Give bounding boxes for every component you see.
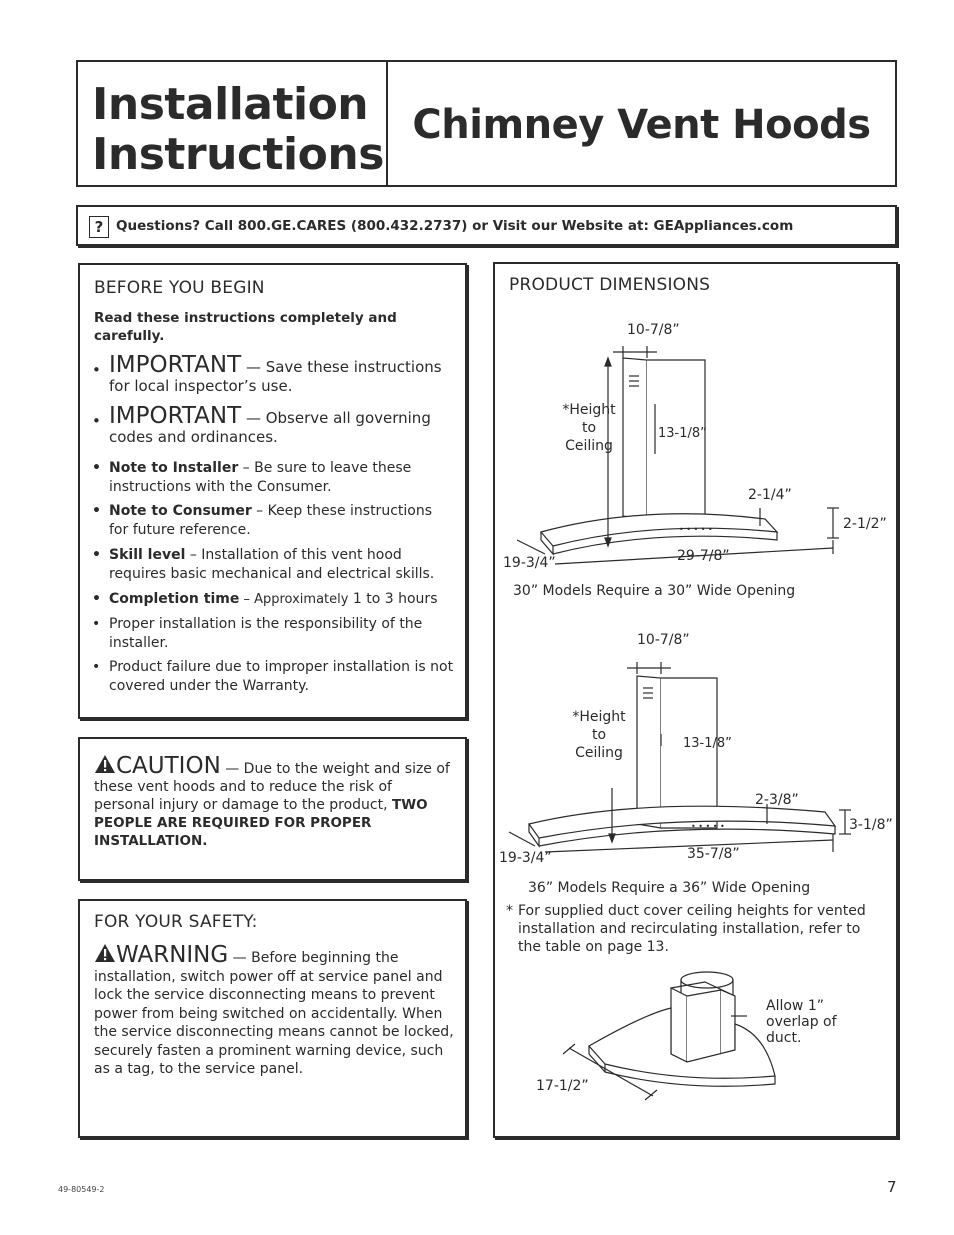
dim-width: 35-7/8” bbox=[687, 846, 740, 862]
item-text: 1 to 3 hours bbox=[348, 591, 438, 607]
dim-inner-height: 13-1/8” bbox=[683, 736, 732, 751]
safety-section bbox=[78, 899, 467, 1138]
note-line: duct. bbox=[766, 1030, 802, 1046]
footnote-text: For supplied duct cover ceiling heights for vented installation and recirculating installation, refer to the table on page 13. bbox=[518, 903, 866, 955]
warning-text bbox=[94, 943, 455, 1079]
intro-text: Read these instructions completely and carefully. bbox=[94, 310, 397, 344]
item-text: – Be sure to leave these instructions with the Consumer. bbox=[109, 460, 412, 495]
note-line: overlap of bbox=[766, 1014, 837, 1030]
product-title: Chimney Vent Hoods bbox=[412, 102, 871, 148]
section-heading: FOR YOUR SAFETY: bbox=[94, 912, 258, 932]
caution-text bbox=[94, 754, 455, 850]
height-line: to bbox=[581, 420, 597, 436]
caution-emphasis: TWO PEOPLE ARE REQUIRED FOR PROPER INSTALLATION. bbox=[94, 797, 428, 849]
questions-text: Questions? Call 800.GE.CARES (800.432.2737) or Visit our Website at: GEAppliances.com bbox=[116, 218, 794, 234]
duct-overlap-note bbox=[766, 998, 837, 1046]
section-heading: PRODUCT DIMENSIONS bbox=[509, 275, 711, 295]
dim-edge-height: 2-1/2” bbox=[843, 516, 887, 532]
important-label: IMPORTANT bbox=[109, 352, 242, 378]
item-text: – Keep these instructions for future reference. bbox=[109, 503, 432, 538]
item-text-small: – Approximately bbox=[239, 592, 349, 607]
page-number: 7 bbox=[887, 1178, 897, 1196]
dim-top-width: 10-7/8” bbox=[627, 322, 680, 338]
item-label: Completion time bbox=[109, 591, 240, 607]
dim-depth: 19-3/4” bbox=[503, 555, 556, 571]
dim-height-to-ceiling bbox=[561, 401, 617, 455]
dim-top-width: 10-7/8” bbox=[637, 632, 690, 648]
hood-30-drawing bbox=[517, 346, 839, 564]
hood-36-drawing bbox=[509, 662, 851, 852]
questions-bar bbox=[76, 205, 897, 246]
section-heading: BEFORE YOU BEGIN bbox=[94, 278, 265, 298]
important-item-2: • IMPORTANT — Observe all governing codes and ordinances. bbox=[92, 403, 431, 446]
title-line-2: Instructions bbox=[92, 129, 384, 180]
dim-height-to-ceiling bbox=[571, 708, 627, 762]
product-dimensions-section bbox=[493, 262, 898, 1138]
caution-label: CAUTION bbox=[116, 753, 221, 779]
dim-duct-depth: 17-1/2” bbox=[536, 1078, 589, 1094]
warning-triangle-icon bbox=[94, 754, 116, 774]
height-line: Ceiling bbox=[575, 745, 623, 761]
list-item: • Note to Consumer – Keep these instructions for future reference. bbox=[92, 503, 432, 538]
dim-canopy-thickness: 2-3/8” bbox=[755, 792, 799, 808]
footnote-star: * bbox=[506, 903, 513, 919]
dim-inner-height: 13-1/8” bbox=[658, 426, 707, 441]
model-30-caption: 30” Models Require a 30” Wide Opening bbox=[513, 583, 796, 599]
warning-triangle-icon bbox=[94, 943, 116, 963]
item-text: – Installation of this vent hood requires basic mechanical and electrical skills. bbox=[109, 547, 435, 582]
item-label: Skill level bbox=[109, 547, 186, 563]
dim-width: 29-7/8” bbox=[677, 548, 730, 564]
list-item: • Note to Installer – Be sure to leave these instructions with the Consumer. bbox=[92, 460, 412, 495]
item-label: Note to Consumer bbox=[109, 503, 252, 519]
title-line-1: Installation bbox=[92, 79, 369, 130]
list-item: • Product failure due to improper installation is not covered under the Warranty. bbox=[92, 659, 454, 694]
item-label: Note to Installer bbox=[109, 460, 239, 476]
important-label: IMPORTANT bbox=[109, 403, 242, 429]
dim-edge-height: 3-1/8” bbox=[849, 817, 893, 833]
before-you-begin-section bbox=[78, 263, 467, 719]
question-mark-icon: ? bbox=[89, 216, 109, 238]
list-item: • Completion time – Approximately 1 to 3 hours bbox=[92, 591, 438, 607]
item-text: Product failure due to improper installation is not covered under the Warranty. bbox=[109, 659, 454, 694]
height-line: *Height bbox=[572, 709, 626, 725]
list-item: • Proper installation is the responsibility of the installer. bbox=[92, 616, 423, 651]
model-36-caption: 36” Models Require a 36” Wide Opening bbox=[528, 880, 811, 896]
list-item: • Skill level – Installation of this vent hood requires basic mechanical and electrical skills. bbox=[92, 547, 435, 582]
svg-text:• • • • •: • • • • • bbox=[691, 822, 725, 831]
warning-dash: — bbox=[228, 950, 252, 966]
height-line: to bbox=[591, 727, 607, 743]
svg-text:• • • • •: • • • • • bbox=[679, 525, 713, 534]
height-line: Ceiling bbox=[565, 438, 613, 454]
warning-label: WARNING bbox=[116, 942, 229, 968]
warning-body: Before beginning the installation, switch power off at service panel and lock the service disconnecting means to prevent power from being switched on accidentally. When the service disconnecting means cannot be locked, securely fasten a prominent warning device, such as a tag, to the service panel. bbox=[94, 950, 454, 1077]
header-title-box bbox=[76, 60, 388, 187]
important-item-1: • IMPORTANT — Save these instructions for local inspector’s use. bbox=[92, 352, 442, 395]
item-text: Proper installation is the responsibility of the installer. bbox=[109, 616, 423, 651]
footnote bbox=[506, 902, 886, 956]
caution-section bbox=[78, 737, 467, 881]
important-text: — Save these instructions for local inspector’s use. bbox=[109, 358, 442, 395]
header-product-box bbox=[386, 60, 897, 187]
document-number: 49-80549-2 bbox=[58, 1185, 105, 1194]
duct-drawing bbox=[563, 972, 775, 1100]
caution-body: — Due to the weight and size of these vent hoods and to reduce the risk of personal injury or damage to the product, bbox=[94, 761, 450, 813]
note-line: Allow 1” bbox=[766, 998, 824, 1014]
height-line: *Height bbox=[562, 402, 616, 418]
important-text: — Observe all governing codes and ordinances. bbox=[109, 409, 431, 446]
page-title bbox=[92, 80, 384, 180]
dim-depth: 19-3/4” bbox=[499, 850, 552, 866]
dim-canopy-thickness: 2-1/4” bbox=[748, 487, 792, 503]
